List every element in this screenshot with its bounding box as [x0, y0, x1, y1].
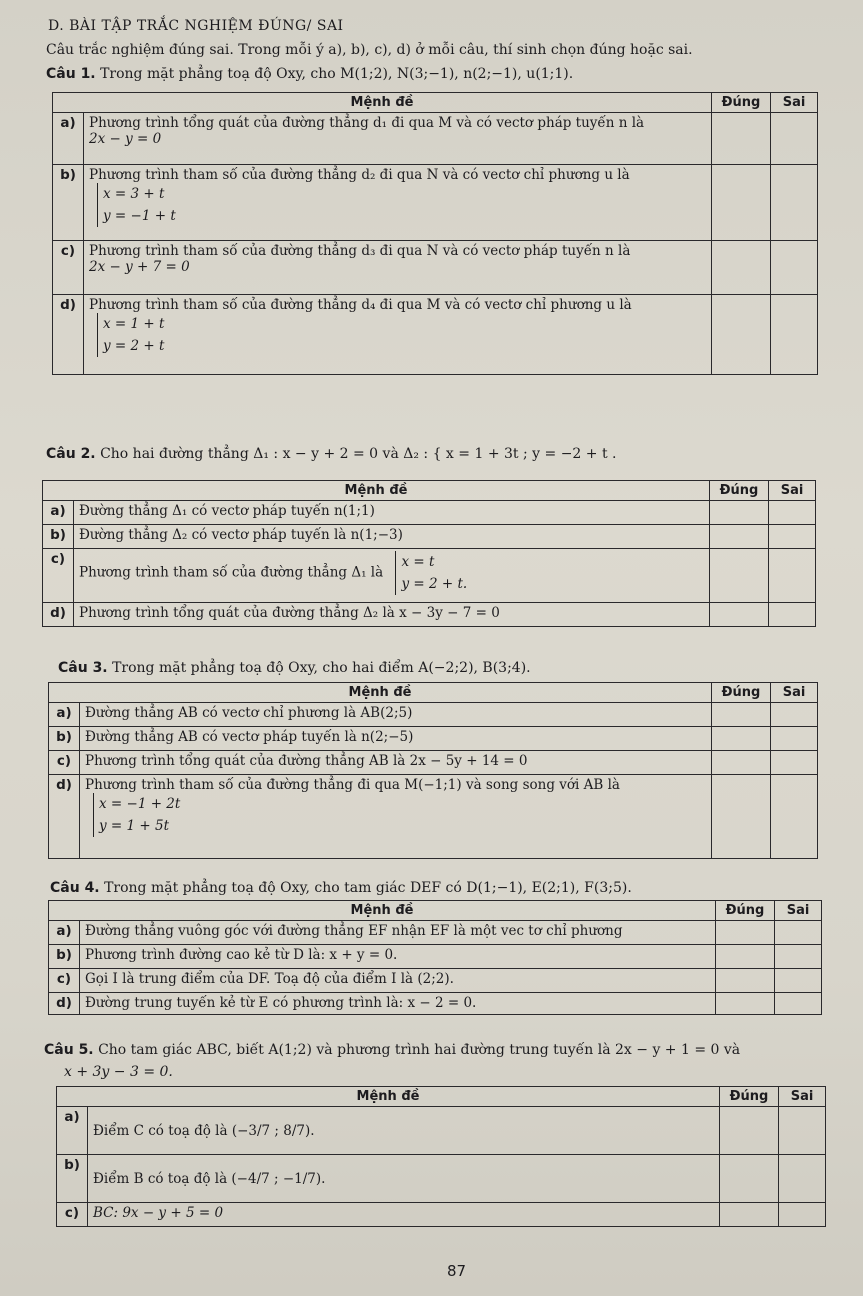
q1-c-dung-cell[interactable]	[712, 241, 771, 295]
q3-d-text: Phương trình tham số của đường thẳng đi qua M(−1;1) và song song với AB là	[85, 777, 620, 793]
q1-header-dung: Đúng	[712, 93, 771, 113]
q1-a-label: a)	[53, 113, 84, 165]
q4-a-text: Đường thẳng vuông góc với đường thẳng EF nhận EF là một vec tơ chỉ phương	[80, 921, 716, 945]
q2-c-sai-cell[interactable]	[769, 549, 816, 603]
q5-a-label: a)	[57, 1107, 88, 1155]
q3-row-c	[49, 751, 818, 775]
q3-c-text: Phương trình tổng quát của đường thẳng AB là 2x − 5y + 14 = 0	[80, 751, 712, 775]
q5-b-text: Điểm B có toạ độ là (−4/7 ; −1/7).	[88, 1155, 720, 1203]
q5-a-sai-cell[interactable]	[779, 1107, 826, 1155]
q1-title: Câu 1.	[46, 66, 96, 82]
q4-row-a	[49, 921, 822, 945]
q4-header-menh-de: Mệnh đề	[49, 901, 716, 921]
q4-c-sai-cell[interactable]	[775, 969, 822, 993]
q1-b-sys2: y = −1 + t	[103, 208, 176, 224]
q5-header-menh-de: Mệnh đề	[57, 1087, 720, 1107]
q5-title: Câu 5.	[44, 1042, 94, 1058]
q2-a-text: Đường thẳng Δ₁ có vectơ pháp tuyến n(1;1)	[74, 501, 710, 525]
q4-b-sai-cell[interactable]	[775, 945, 822, 969]
q4-title: Câu 4.	[50, 880, 100, 896]
q4-header-dung: Đúng	[716, 901, 775, 921]
q3-a-label: a)	[49, 703, 80, 727]
q1-stem	[46, 66, 573, 82]
q4-b-text: Phương trình đường cao kẻ từ D là: x + y = 0.	[80, 945, 716, 969]
q3-a-dung-cell[interactable]	[712, 703, 771, 727]
q2-d-sai-cell[interactable]	[769, 603, 816, 627]
q4-a-sai-cell[interactable]	[775, 921, 822, 945]
q3-d-system	[93, 793, 180, 837]
q1-d-label: d)	[53, 295, 84, 375]
q1-b-sys1: x = 3 + t	[103, 186, 165, 202]
q2-header-sai: Sai	[769, 481, 816, 501]
q5-stem-text: Cho tam giác ABC, biết A(1;2) và phương trình hai đường trung tuyến là 2x − y + 1 = 0 và	[98, 1042, 741, 1058]
q2-row-b	[43, 525, 816, 549]
q3-stem	[58, 660, 531, 676]
q3-c-sai-cell[interactable]	[771, 751, 818, 775]
q4-d-sai-cell[interactable]	[775, 993, 822, 1015]
q2-c-label: c)	[43, 549, 74, 603]
q2-b-dung-cell[interactable]	[710, 525, 769, 549]
q2-d-dung-cell[interactable]	[710, 603, 769, 627]
q4-d-text: Đường trung tuyến kẻ từ E có phương trình là: x − 2 = 0.	[80, 993, 716, 1015]
q5-row-b	[57, 1155, 826, 1203]
q2-a-sai-cell[interactable]	[769, 501, 816, 525]
q1-a-math: 2x − y = 0	[89, 131, 162, 147]
q1-row-b	[53, 165, 818, 241]
page-number: 87	[447, 1262, 467, 1280]
q1-b-sai-cell[interactable]	[771, 165, 818, 241]
q2-table	[42, 480, 816, 627]
q5-header-dung: Đúng	[720, 1087, 779, 1107]
q3-b-text: Đường thẳng AB có vectơ pháp tuyến là n(2;−5)	[80, 727, 712, 751]
intro-text: Câu trắc nghiệm đúng sai. Trong mỗi ý a), b), c), d) ở mỗi câu, thí sinh chọn đúng hoặc sai.	[46, 42, 693, 58]
q4-d-dung-cell[interactable]	[716, 993, 775, 1015]
q3-header-sai: Sai	[771, 683, 818, 703]
q4-header-sai: Sai	[775, 901, 822, 921]
q3-row-d	[49, 775, 818, 859]
q1-c-sai-cell[interactable]	[771, 241, 818, 295]
q1-d-system	[97, 313, 164, 357]
q5-c-text: BC: 9x − y + 5 = 0	[88, 1203, 720, 1227]
q2-a-dung-cell[interactable]	[710, 501, 769, 525]
q1-b-system	[97, 183, 176, 227]
q1-d-dung-cell[interactable]	[712, 295, 771, 375]
q2-c-sys1: x = t	[401, 554, 435, 570]
q5-row-a	[57, 1107, 826, 1155]
q2-title: Câu 2.	[46, 446, 96, 462]
q4-c-label: c)	[49, 969, 80, 993]
q5-stem	[44, 1042, 740, 1058]
q5-c-dung-cell[interactable]	[720, 1203, 779, 1227]
q3-title: Câu 3.	[58, 660, 108, 676]
q3-d-sys1: x = −1 + 2t	[99, 796, 181, 812]
q1-row-a	[53, 113, 818, 165]
q1-b-text: Phương trình tham số của đường thẳng d₂ đi qua N và có vectơ chỉ phương u là	[89, 167, 630, 183]
q3-row-a	[49, 703, 818, 727]
q2-c-dung-cell[interactable]	[710, 549, 769, 603]
q4-c-text: Gọi I là trung điểm của DF. Toạ độ của điểm I là (2;2).	[80, 969, 716, 993]
q3-row-b	[49, 727, 818, 751]
q1-c-text: Phương trình tham số của đường thẳng d₃ đi qua N và có vectơ pháp tuyến n là	[89, 243, 631, 259]
q5-stem-line2: x + 3y − 3 = 0.	[64, 1064, 173, 1080]
q1-stem-text: Trong mặt phẳng toạ độ Oxy, cho M(1;2), N(3;−1), n(2;−1), u(1;1).	[100, 66, 574, 82]
q1-header-menh-de: Mệnh đề	[53, 93, 712, 113]
q1-c-label: c)	[53, 241, 84, 295]
q1-a-sai-cell[interactable]	[771, 113, 818, 165]
q2-row-a	[43, 501, 816, 525]
q4-row-c	[49, 969, 822, 993]
q5-c-label: c)	[57, 1203, 88, 1227]
q2-row-d	[43, 603, 816, 627]
q2-header-menh-de: Mệnh đề	[43, 481, 710, 501]
q5-a-dung-cell[interactable]	[720, 1107, 779, 1155]
q2-stem	[46, 446, 617, 462]
q3-d-label: d)	[49, 775, 80, 859]
q1-a-dung-cell[interactable]	[712, 113, 771, 165]
q1-row-c	[53, 241, 818, 295]
q4-a-label: a)	[49, 921, 80, 945]
q3-header-dung: Đúng	[712, 683, 771, 703]
q4-row-d	[49, 993, 822, 1015]
q2-c-text: Phương trình tham số của đường thẳng Δ₁ là	[79, 564, 384, 581]
q1-d-sys1: x = 1 + t	[103, 316, 165, 332]
q4-stem-text: Trong mặt phẳng toạ độ Oxy, cho tam giác DEF có D(1;−1), E(2;1), F(3;5).	[104, 880, 632, 896]
q2-b-label: b)	[43, 525, 74, 549]
q3-table	[48, 682, 818, 859]
q1-d-sys2: y = 2 + t	[103, 338, 165, 354]
q1-b-dung-cell[interactable]	[712, 165, 771, 241]
q3-header-menh-de: Mệnh đề	[49, 683, 712, 703]
q2-c-system	[395, 551, 467, 595]
q5-b-sai-cell[interactable]	[779, 1155, 826, 1203]
q3-c-dung-cell[interactable]	[712, 751, 771, 775]
q4-d-label: d)	[49, 993, 80, 1015]
q5-header-sai: Sai	[779, 1087, 826, 1107]
q2-header-dung: Đúng	[710, 481, 769, 501]
q3-b-sai-cell[interactable]	[771, 727, 818, 751]
q2-d-label: d)	[43, 603, 74, 627]
q1-b-label: b)	[53, 165, 84, 241]
q2-c-sys2: y = 2 + t.	[401, 576, 468, 592]
q1-a-text: Phương trình tổng quát của đường thẳng d₁ đi qua M và có vectơ pháp tuyến n là	[89, 115, 645, 131]
q2-row-c	[43, 549, 816, 603]
q4-b-label: b)	[49, 945, 80, 969]
q5-a-text: Điểm C có toạ độ là (−3/7 ; 8/7).	[88, 1107, 720, 1155]
q3-d-sys2: y = 1 + 5t	[99, 818, 170, 834]
q3-d-dung-cell[interactable]	[712, 775, 771, 859]
q4-table	[48, 900, 822, 1015]
q3-b-dung-cell[interactable]	[712, 727, 771, 751]
q1-d-sai-cell[interactable]	[771, 295, 818, 375]
q5-b-dung-cell[interactable]	[720, 1155, 779, 1203]
section-title: D. BÀI TẬP TRẮC NGHIỆM ĐÚNG/ SAI	[48, 18, 344, 34]
q1-row-d	[53, 295, 818, 375]
q4-row-b	[49, 945, 822, 969]
q1-c-math: 2x − y + 7 = 0	[89, 259, 190, 275]
q2-b-sai-cell[interactable]	[769, 525, 816, 549]
q3-a-sai-cell[interactable]	[771, 703, 818, 727]
q2-a-label: a)	[43, 501, 74, 525]
q4-c-dung-cell[interactable]	[716, 969, 775, 993]
q4-stem	[50, 880, 632, 896]
q5-c-sai-cell[interactable]	[779, 1203, 826, 1227]
q5-b-label: b)	[57, 1155, 88, 1203]
q4-a-dung-cell[interactable]	[716, 921, 775, 945]
q5-table	[56, 1086, 826, 1227]
q2-stem-text: Cho hai đường thẳng Δ₁ : x − y + 2 = 0 và Δ₂ : { x = 1 + 3t ; y = −2 + t .	[100, 446, 617, 462]
q5-row-c	[57, 1203, 826, 1227]
q3-a-text: Đường thẳng AB có vectơ chỉ phương là AB(2;5)	[80, 703, 712, 727]
q2-b-text: Đường thẳng Δ₂ có vectơ pháp tuyến là n(1;−3)	[74, 525, 710, 549]
q1-d-text: Phương trình tham số của đường thẳng d₄ đi qua M và có vectơ chỉ phương u là	[89, 297, 632, 313]
q3-c-label: c)	[49, 751, 80, 775]
q1-table	[52, 92, 818, 375]
q1-header-sai: Sai	[771, 93, 818, 113]
q4-b-dung-cell[interactable]	[716, 945, 775, 969]
q3-stem-text: Trong mặt phẳng toạ độ Oxy, cho hai điểm A(−2;2), B(3;4).	[112, 660, 531, 676]
q3-d-sai-cell[interactable]	[771, 775, 818, 859]
q3-b-label: b)	[49, 727, 80, 751]
q2-d-text: Phương trình tổng quát của đường thẳng Δ₂ là x − 3y − 7 = 0	[74, 603, 710, 627]
